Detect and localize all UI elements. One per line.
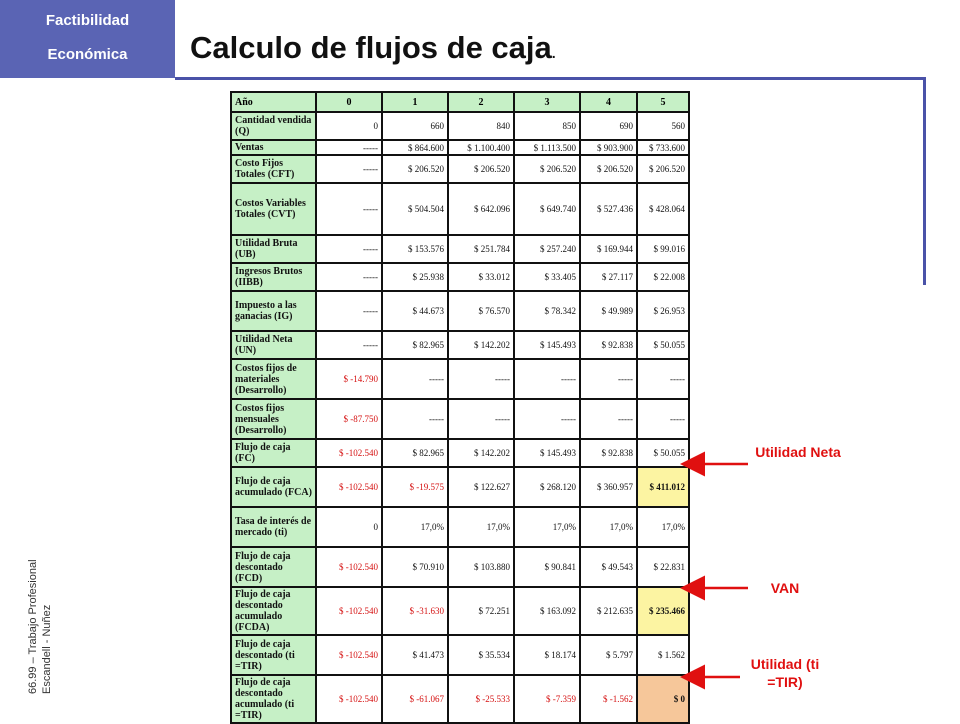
table-cell: $ 18.174 <box>514 635 580 675</box>
row-label: Costos fijos de materiales (Desarrollo) <box>231 359 316 399</box>
table-cell: ----- <box>580 399 637 439</box>
table-cell: $ 145.493 <box>514 439 580 467</box>
table-cell: $ 504.504 <box>382 183 448 235</box>
table-cell: $ 70.910 <box>382 547 448 587</box>
table-cell: $ 49.543 <box>580 547 637 587</box>
table-cell: ----- <box>382 399 448 439</box>
table-cell: $ -102.540 <box>316 547 382 587</box>
table-cell: $ 268.120 <box>514 467 580 507</box>
annotation-utilidad-neta: Utilidad Neta <box>755 444 841 460</box>
table-cell: $ 122.627 <box>448 467 514 507</box>
table-cell: ----- <box>448 399 514 439</box>
table-cell: ----- <box>316 263 382 291</box>
table-cell: $ 428.064 <box>637 183 689 235</box>
table-cell: $ -102.540 <box>316 635 382 675</box>
table-cell: $ 206.520 <box>580 155 637 183</box>
table-cell: ----- <box>316 235 382 263</box>
row-label: Cantidad vendida (Q) <box>231 112 316 140</box>
table-cell: $ 163.092 <box>514 587 580 635</box>
table-cell: 0 <box>316 112 382 140</box>
table-cell: $ 206.520 <box>514 155 580 183</box>
table-cell: ----- <box>316 331 382 359</box>
table-cell: $ 903.900 <box>580 140 637 155</box>
table-cell: ----- <box>316 291 382 331</box>
table-cell: $ 206.520 <box>448 155 514 183</box>
row-label: Costos Variables Totales (CVT) <box>231 183 316 235</box>
table-cell: $ 527.436 <box>580 183 637 235</box>
table-cell: $ 142.202 <box>448 331 514 359</box>
table-cell: $ 92.838 <box>580 331 637 359</box>
table-cell: $ 76.570 <box>448 291 514 331</box>
table-cell: $ 5.797 <box>580 635 637 675</box>
column-header: 5 <box>637 92 689 112</box>
column-header: 2 <box>448 92 514 112</box>
row-label: Ingresos Brutos (IIBB) <box>231 263 316 291</box>
table-cell: 17,0% <box>637 507 689 547</box>
column-header: Año <box>231 92 316 112</box>
table-cell: 0 <box>316 507 382 547</box>
table-cell: $ 27.117 <box>580 263 637 291</box>
table-cell: $ 257.240 <box>514 235 580 263</box>
table-cell: $ 33.012 <box>448 263 514 291</box>
table-cell: $ 82.965 <box>382 331 448 359</box>
table-cell: ----- <box>580 359 637 399</box>
row-label: Ventas <box>231 140 316 155</box>
annotation-van: VAN <box>770 580 800 596</box>
column-header: 4 <box>580 92 637 112</box>
table-cell: $ 153.576 <box>382 235 448 263</box>
table-cell: $ 103.880 <box>448 547 514 587</box>
table-cell: $ 33.405 <box>514 263 580 291</box>
table-cell: $ 90.841 <box>514 547 580 587</box>
table-cell: $ 92.838 <box>580 439 637 467</box>
table-cell: $ -7.359 <box>514 675 580 723</box>
table-cell: $ -25.533 <box>448 675 514 723</box>
table-cell: $ -87.750 <box>316 399 382 439</box>
footer-line-2: Escandell - Nuñez <box>41 604 53 694</box>
table-cell: ----- <box>316 155 382 183</box>
table-cell: $ 360.957 <box>580 467 637 507</box>
badge-line-1: Factibilidad <box>45 12 130 29</box>
column-header: 1 <box>382 92 448 112</box>
table-cell: $ 72.251 <box>448 587 514 635</box>
row-label: Tasa de interés de mercado (ti) <box>231 507 316 547</box>
table-cell: $ -102.540 <box>316 439 382 467</box>
row-label: Impuesto a las ganacias (IG) <box>231 291 316 331</box>
table-cell: ----- <box>448 359 514 399</box>
row-label: Flujo de caja descontado acumulado (FCDA) <box>231 587 316 635</box>
table-cell: $ -61.067 <box>382 675 448 723</box>
table-cell: $ -14.790 <box>316 359 382 399</box>
table-cell: 660 <box>382 112 448 140</box>
table-cell: 850 <box>514 112 580 140</box>
row-label: Utilidad Neta (UN) <box>231 331 316 359</box>
table-cell: $ 251.784 <box>448 235 514 263</box>
table-cell: $ 206.520 <box>637 155 689 183</box>
table-cell: $ -102.540 <box>316 675 382 723</box>
table-cell: $ 0 <box>637 675 689 723</box>
row-label: Costos fijos mensuales (Desarrollo) <box>231 399 316 439</box>
footer-line-1: 66.99 – Trabajo Profesional <box>27 559 39 694</box>
table-cell: $ 142.202 <box>448 439 514 467</box>
table-cell: $ 49.989 <box>580 291 637 331</box>
table-cell: $ 22.831 <box>637 547 689 587</box>
table-cell: 17,0% <box>448 507 514 547</box>
table-cell: ----- <box>637 399 689 439</box>
page-title-text: Calculo de flujos de caja <box>190 30 552 65</box>
table-cell: $ 1.100.400 <box>448 140 514 155</box>
table-cell: $ 1.562 <box>637 635 689 675</box>
badge-line-2: Económica <box>47 46 128 63</box>
page-title-suffix: . <box>551 45 556 61</box>
table-cell: $ 82.965 <box>382 439 448 467</box>
table-cell: $ 212.635 <box>580 587 637 635</box>
table-cell: $ 1.113.500 <box>514 140 580 155</box>
table-cell: $ 35.534 <box>448 635 514 675</box>
table-cell: $ -102.540 <box>316 467 382 507</box>
table-cell: 840 <box>448 112 514 140</box>
row-label: Flujo de caja descontado (ti =TIR) <box>231 635 316 675</box>
row-label: Costo Fijos Totales (CFT) <box>231 155 316 183</box>
table-cell: $ 649.740 <box>514 183 580 235</box>
table-cell: $ 169.944 <box>580 235 637 263</box>
table-cell: ----- <box>382 359 448 399</box>
table-cell: 560 <box>637 112 689 140</box>
annotation-utilidad-tir: Utilidad (ti =TIR) <box>750 656 820 690</box>
column-header: 3 <box>514 92 580 112</box>
table-cell: $ 99.016 <box>637 235 689 263</box>
column-header: 0 <box>316 92 382 112</box>
table-cell: ----- <box>316 183 382 235</box>
row-label: Flujo de caja descontado acumulado (ti =TIR) <box>231 675 316 723</box>
table-cell: $ 44.673 <box>382 291 448 331</box>
table-cell: $ -31.630 <box>382 587 448 635</box>
table-cell: $ 25.938 <box>382 263 448 291</box>
table-cell: $ 145.493 <box>514 331 580 359</box>
table-cell: $ -1.562 <box>580 675 637 723</box>
table-cell: $ 642.096 <box>448 183 514 235</box>
table-cell: $ 22.008 <box>637 263 689 291</box>
table-cell: $ 864.600 <box>382 140 448 155</box>
table-cell: $ 235.466 <box>637 587 689 635</box>
table-cell: 17,0% <box>514 507 580 547</box>
table-cell: ----- <box>514 359 580 399</box>
table-cell: 17,0% <box>580 507 637 547</box>
table-cell: $ 50.055 <box>637 439 689 467</box>
table-cell: 690 <box>580 112 637 140</box>
table-cell: ----- <box>637 359 689 399</box>
table-cell: $ -19.575 <box>382 467 448 507</box>
row-label: Flujo de caja acumulado (FCA) <box>231 467 316 507</box>
table-cell: $ 50.055 <box>637 331 689 359</box>
table-cell: $ 733.600 <box>637 140 689 155</box>
table-cell: ----- <box>316 140 382 155</box>
table-cell: $ -102.540 <box>316 587 382 635</box>
table-cell: $ 41.473 <box>382 635 448 675</box>
table-cell: 17,0% <box>382 507 448 547</box>
table-cell: $ 206.520 <box>382 155 448 183</box>
table-cell: ----- <box>514 399 580 439</box>
table-cell: $ 26.953 <box>637 291 689 331</box>
table-cell: $ 78.342 <box>514 291 580 331</box>
row-label: Utilidad Bruta (UB) <box>231 235 316 263</box>
table-cell: $ 411.012 <box>637 467 689 507</box>
row-label: Flujo de caja descontado (FCD) <box>231 547 316 587</box>
row-label: Flujo de caja (FC) <box>231 439 316 467</box>
